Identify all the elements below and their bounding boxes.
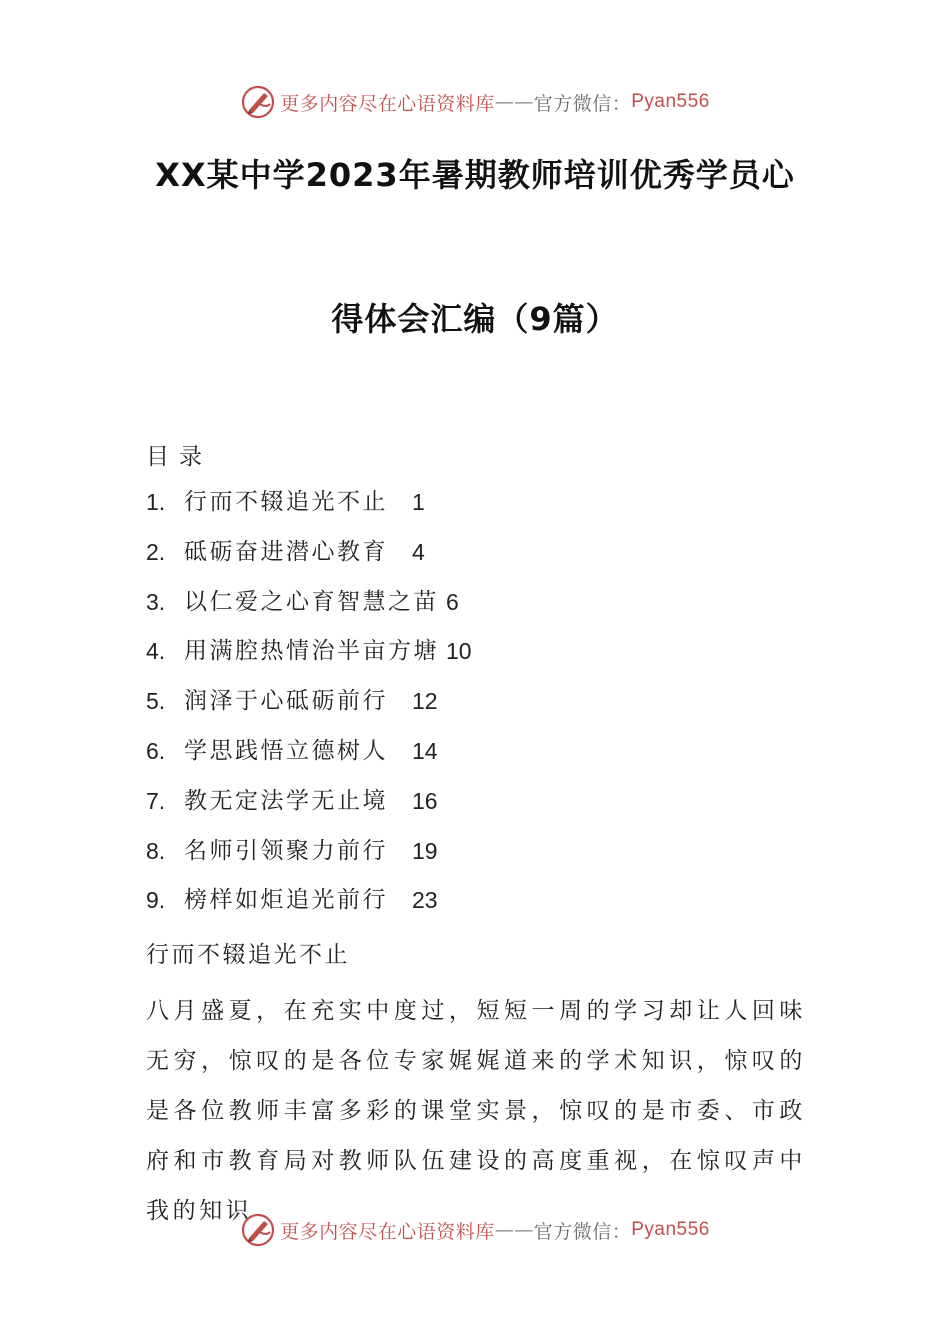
watermark-header <box>0 82 950 122</box>
toc-item[interactable] <box>146 835 439 885</box>
toc-item-title: 教无定法学无止境 <box>184 787 388 814</box>
watermark-handle: Pyan556 <box>631 1219 710 1240</box>
toc-item-title: 砥砺奋进潜心教育 <box>184 538 388 565</box>
section-title: 行而不辍追光不止 <box>146 942 350 968</box>
toc-item-number: 3. <box>146 588 166 615</box>
document-title-line1: XX某中学2023年暑期教师培训优秀学员心 <box>155 156 795 194</box>
toc-item[interactable] <box>146 635 472 685</box>
watermark-footer <box>0 1210 950 1250</box>
toc-item-number: 6. <box>146 737 166 764</box>
watermark-text: 更多内容尽在心语资料库 <box>280 1220 495 1243</box>
toc-item-page: 23 <box>412 887 438 914</box>
toc-item[interactable] <box>146 486 439 536</box>
toc-item-title: 行而不辍追光不止 <box>184 489 388 515</box>
toc-item-page: 1 <box>412 489 425 515</box>
watermark-wechat-label: 官方微信： <box>533 1220 632 1243</box>
toc-item-title: 榜样如炬追光前行 <box>184 887 388 914</box>
toc-item-page: 19 <box>412 837 438 864</box>
toc-item[interactable] <box>146 536 439 586</box>
body-paragraph: 八月盛夏，在充实中度过，短短一周的学习却让人回味无穷，惊叹的是各位专家娓娓道来的学术知识，惊叹的是各位教师丰富多彩的课堂实景，惊叹的是市委、市政府和市教育局对教师队伍建设的高度重视，在惊叹声中我的知识 <box>146 998 806 1224</box>
toc-item-page: 12 <box>412 688 438 715</box>
toc-item-number: 8. <box>146 837 166 864</box>
watermark-dash: —— <box>494 1219 534 1241</box>
toc-item-title: 以仁爱之心育智慧之苗 <box>184 588 439 615</box>
toc-item-title: 学思践悟立德树人 <box>184 737 388 764</box>
toc-item-number: 5. <box>146 688 166 715</box>
toc-item[interactable] <box>146 685 439 735</box>
watermark-text: 更多内容尽在心语资料库 <box>280 92 495 115</box>
toc-item-page: 10 <box>446 638 472 665</box>
watermark-handle: Pyan556 <box>631 91 710 112</box>
toc-item[interactable] <box>146 735 439 785</box>
toc-item-number: 4. <box>146 638 166 665</box>
table-of-contents <box>146 486 472 934</box>
toc-item-number: 1. <box>146 489 166 515</box>
toc-item-title: 名师引领聚力前行 <box>184 837 388 864</box>
toc-item[interactable] <box>146 785 439 835</box>
toc-item-number: 9. <box>146 887 166 914</box>
watermark-wechat-label: 官方微信： <box>533 92 632 115</box>
pen-seal-icon <box>240 1212 276 1248</box>
pen-seal-icon <box>240 84 276 120</box>
watermark-dash: —— <box>494 91 534 113</box>
toc-item-page: 14 <box>412 737 438 764</box>
toc-item-page: 16 <box>412 787 438 814</box>
toc-item-number: 2. <box>146 538 166 565</box>
toc-item[interactable] <box>146 586 459 636</box>
toc-item-page: 6 <box>446 588 459 615</box>
toc-item-title: 用满腔热情治半亩方塘 <box>184 638 439 665</box>
toc-heading: 目录 <box>146 444 212 470</box>
toc-item-page: 4 <box>412 538 425 565</box>
document-title-line2: 得体会汇编（9篇） <box>331 300 619 338</box>
toc-item[interactable] <box>146 884 439 934</box>
toc-item-number: 7. <box>146 787 166 814</box>
toc-item-title: 润泽于心砥砺前行 <box>184 688 388 715</box>
